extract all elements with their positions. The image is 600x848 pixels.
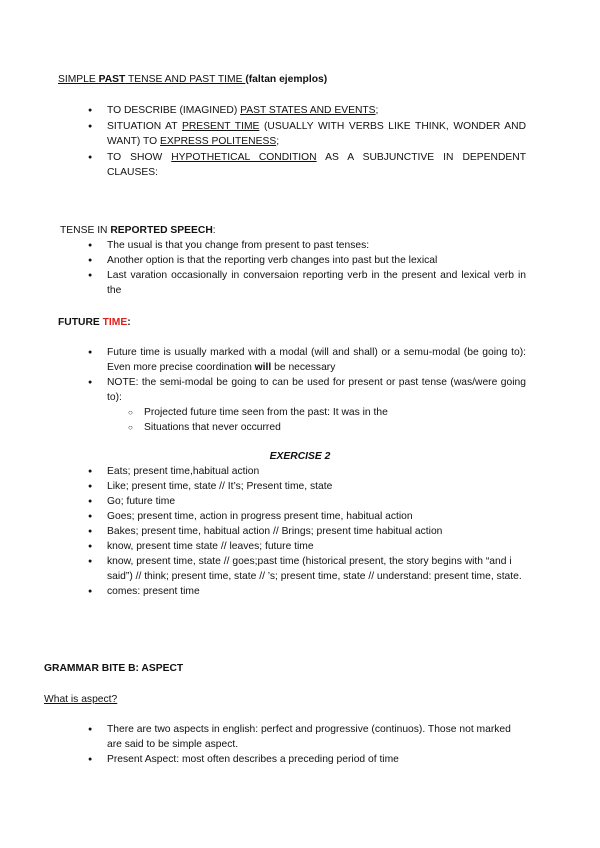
list-item: ● Future time is usually marked with a modal (will and shall) or a semu-modal (be going to): Even more precise coordination will be necessary bbox=[0, 345, 600, 375]
reported-speech-list bbox=[0, 238, 600, 298]
future-time-list bbox=[0, 345, 600, 435]
list-subitem: ○ Situations that never occurred bbox=[0, 420, 600, 435]
section-simple-past-title bbox=[58, 72, 600, 87]
list-item: ● know, present time, state // goes;past time (historical present, the story begins with “and i said”) // think; present time, state // ’s; present time, state // understand: present time, state. bbox=[0, 554, 600, 584]
list-item: ● Go; future time bbox=[0, 494, 600, 509]
list-item: ● TO SHOW HYPOTHETICAL CONDITION AS A SUBJUNCTIVE IN DEPENDENT CLAUSES: bbox=[0, 150, 600, 180]
section-aspect-title: GRAMMAR BITE B: ASPECT bbox=[44, 663, 184, 674]
list-item: ● know, present time state // leaves; future time bbox=[0, 539, 600, 554]
exercise-title: EXERCISE 2 bbox=[269, 451, 331, 462]
simple-past-list bbox=[0, 103, 600, 180]
list-item: ● Bakes; present time, habitual action // Brings; present time habitual action bbox=[0, 524, 600, 539]
title-part-bold: PAST bbox=[98, 74, 126, 85]
aspect-list bbox=[0, 722, 600, 767]
list-item: ● comes: present time bbox=[0, 584, 600, 599]
list-item: ● NOTE: the semi-modal be going to can be used for present or past tense (was/were going to): bbox=[0, 375, 600, 405]
list-item: ● SITUATION AT PRESENT TIME (USUALLY WITH VERBS LIKE THINK, WONDER AND WANT) TO EXPRESS POLITENESS; bbox=[0, 119, 600, 149]
section-reported-speech-title: TENSE IN REPORTED SPEECH: bbox=[60, 225, 216, 236]
exercise-list bbox=[0, 464, 600, 599]
list-subitem: ○ Projected future time seen from the past: It was in the bbox=[0, 405, 600, 420]
list-item: ● Eats; present time,habitual action bbox=[0, 464, 600, 479]
list-item: ● Another option is that the reporting verb changes into past but the lexical bbox=[0, 253, 600, 268]
list-item: ● There are two aspects in english: perfect and progressive (continuos). Those not marked are said to be simple aspect. bbox=[0, 722, 600, 752]
list-item: ● The usual is that you change from present to past tenses: bbox=[0, 238, 600, 253]
title-part: SIMPLE bbox=[58, 74, 99, 85]
list-item: ● Last varation occasionally in conversaion reporting verb in the present and lexical verb in the bbox=[0, 268, 600, 298]
list-item: ● Goes; present time, action in progress present time, habitual action bbox=[0, 509, 600, 524]
list-item: ● TO DESCRIBE (IMAGINED) PAST STATES AND EVENTS; bbox=[0, 103, 600, 118]
title-part: TENSE AND PAST TIME bbox=[125, 74, 246, 85]
list-item: ● Present Aspect: most often describes a preceding period of time bbox=[0, 752, 600, 767]
section-aspect-subtitle: What is aspect? bbox=[44, 694, 118, 705]
section-future-time-title: FUTURE TIME: bbox=[58, 317, 131, 328]
list-item: ● Like; present time, state // It’s; Present time, state bbox=[0, 479, 600, 494]
title-note: (faltan ejemplos) bbox=[245, 74, 328, 85]
